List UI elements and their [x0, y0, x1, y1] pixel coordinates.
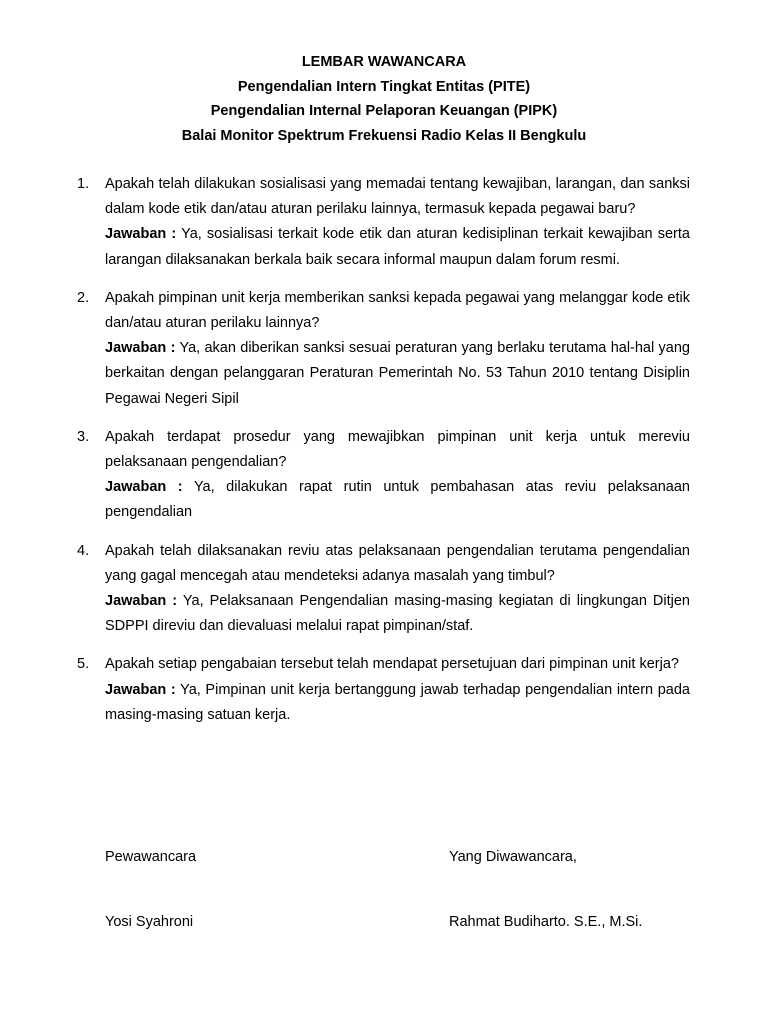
question-item-5 — [77, 652, 690, 728]
question-number: 2. — [77, 289, 90, 306]
answer-label: Jawaban : — [105, 226, 177, 243]
question-number: 1. — [77, 176, 90, 192]
question-text: Apakah pimpinan unit kerja memberikan sanksi kepada pegawai yang melanggar kode etik dan/atau aturan perilaku lainnya? — [105, 289, 690, 332]
question-item-1 — [77, 172, 690, 273]
document-title: LEMBAR WAWANCARA — [301, 54, 467, 70]
question-item-2 — [77, 286, 690, 412]
answer-body: Ya, dilakukan rapat rutin untuk pembahasan atas reviu pelaksanaan pengendalian — [105, 479, 690, 521]
answer-text — [105, 678, 690, 728]
question-item-3 — [77, 425, 690, 526]
question-text: Apakah terdapat prosedur yang mewajibkan pimpinan unit kerja untuk mereviu pelaksanaan pengendalian? — [105, 428, 690, 471]
answer-text — [105, 475, 690, 525]
answer-body: Ya, sosialisasi terkait kode etik dan aturan kedisiplinan terkait kewajiban serta larangan dilaksanakan berkala baik secara informal maupun dalam forum resmi. — [105, 226, 690, 268]
answer-text — [105, 589, 690, 639]
question-text: Apakah setiap pengabaian tersebut telah mendapat persetujuan dari pimpinan unit kerja? — [105, 656, 679, 673]
question-item-4 — [77, 539, 690, 640]
document-subtitle-pite: Pengendalian Intern Tingkat Entitas (PITE) — [237, 78, 531, 95]
answer-label: Jawaban : — [105, 593, 178, 610]
question-text: Apakah telah dilakukan sosialisasi yang memadai tentang kewajiban, larangan, dan sanksi dalam kode etik dan/atau aturan perilaku lainnya, termasuk kepada pegawai baru? — [105, 176, 690, 218]
answer-text — [105, 222, 690, 272]
answer-label: Jawaban : — [105, 681, 176, 698]
question-number: 4. — [77, 542, 90, 559]
interviewee-role: Yang Diwawancara, — [449, 849, 577, 865]
answer-text — [105, 336, 690, 412]
answer-label: Jawaban : — [105, 479, 183, 496]
question-list — [0, 172, 768, 728]
question-number: 5. — [77, 656, 90, 673]
answer-body: Ya, akan diberikan sanksi sesuai peraturan yang berlaku terutama hal-hal yang berkaitan dengan pelanggaran Peraturan Pemerintah No. 53 Tahun 2010 tentang Disiplin Pegawai Negeri Sipil — [105, 340, 690, 407]
document-header — [0, 50, 768, 148]
question-number: 3. — [77, 428, 90, 445]
document-subtitle-pipk: Pengendalian Internal Pelaporan Keuangan (PIPK) — [210, 103, 558, 119]
interviewer-role: Pewawancara — [105, 849, 197, 865]
document-subtitle-office: Balai Monitor Spektrum Frekuensi Radio Kelas II Bengkulu — [181, 127, 587, 144]
interviewer-name: Yosi Syahroni — [105, 914, 194, 930]
answer-body: Ya, Pimpinan unit kerja bertanggung jawab terhadap pengendalian intern pada masing-masing satuan kerja. — [105, 681, 690, 723]
answer-label: Jawaban : — [105, 340, 176, 357]
question-text: Apakah telah dilaksanakan reviu atas pelaksanaan pengendalian terutama pengendalian yang gagal mencegah atau mendeteksi adanya masalah yang timbul? — [105, 542, 690, 584]
interviewee-name: Rahmat Budiharto. S.E., M.Si. — [449, 914, 643, 930]
answer-body: Ya, Pelaksanaan Pengendalian masing-masing kegiatan di lingkungan Ditjen SDPPI direviu dan dievaluasi melalui rapat pimpinan/staf. — [105, 593, 690, 635]
